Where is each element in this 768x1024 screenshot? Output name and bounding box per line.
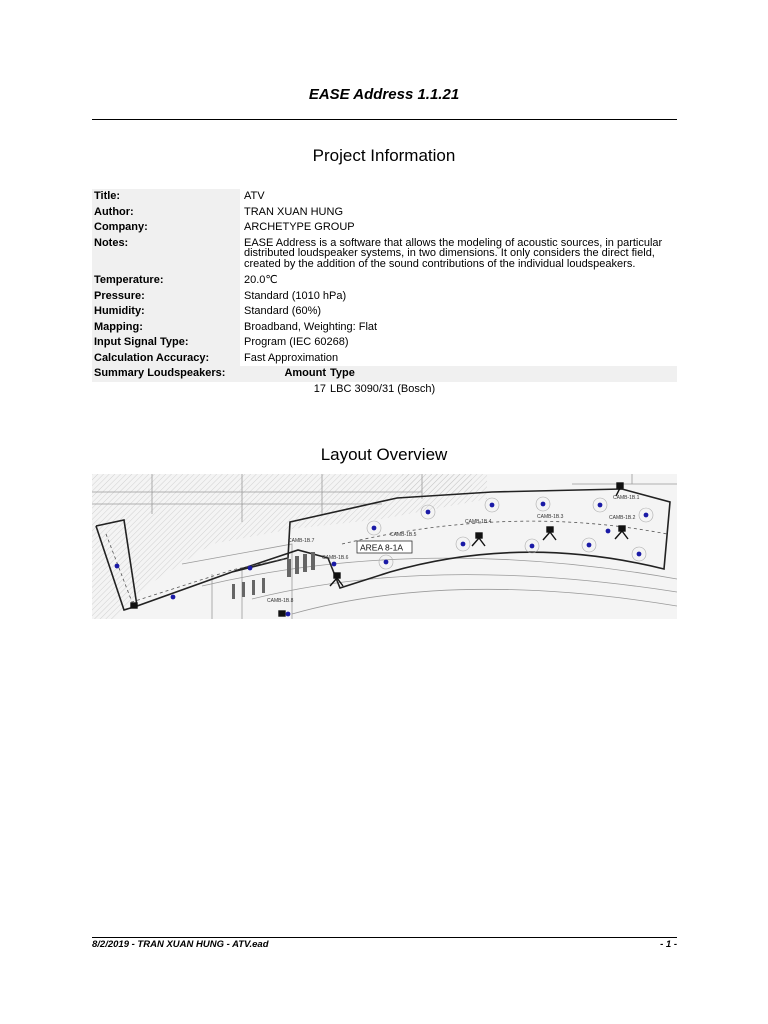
info-row-temperature [92,273,677,289]
speaker-dot [598,503,603,508]
layout-overview-drawing [92,474,677,619]
info-value: ARCHETYPE GROUP [244,221,355,233]
info-label: Summary Loudspeakers: [92,366,240,382]
summary-type: LBC 3090/31 (Bosch) [330,382,436,395]
project-information-heading: Project Information [312,146,456,165]
speaker-dot [332,562,337,567]
speaker-dot [171,595,176,600]
info-label: Pressure: [92,289,240,305]
camera-label-7: CAMB-1B.7 [288,538,315,544]
camera-label-4: CAMB-1B.4 [465,519,492,525]
info-label: Calculation Accuracy: [92,351,240,367]
info-label: Humidity: [92,304,240,320]
info-value: 20.0℃ [244,274,278,286]
speaker-dot [530,544,535,549]
project-info-table [92,189,677,397]
speaker-dot [490,503,495,508]
summary-header [240,366,677,382]
speaker-dot [637,552,642,557]
layout-overview-heading: Layout Overview [320,445,448,464]
info-label: Temperature: [92,273,240,289]
info-row-company [92,220,677,236]
header-divider [92,119,677,120]
summary-amount: 17 [313,382,326,395]
info-value: Standard (1010 hPa) [244,289,347,302]
footer-text: 8/2/2019 - TRAN XUAN HUNG - ATV.ead [92,939,269,950]
camera-label-1: CAMB-1B.1 [613,495,640,501]
camera-label-6: CAMB-1B.6 [322,555,349,561]
info-value: EASE Address is a software that allows the modeling of acoustic sources, in particular distributed loudspeaker systems, in two dimensions. It only considers the direct field, created by the addition of the sound contributions of the individual loudspeakers. [244,236,663,270]
info-value: Standard (60%) [244,305,322,317]
footer-divider [92,937,677,938]
info-row-humidity [92,304,677,320]
document-header-title: EASE Address 1.1.21 [308,86,460,103]
hatched-area [402,474,472,494]
floor-plan [92,474,677,619]
info-row-notes [92,236,677,274]
empty-cell [92,382,240,398]
speaker-dot [587,543,592,548]
area-label: AREA 8-1A [360,542,403,553]
summary-row-values [240,382,677,398]
speaker-dot [115,564,120,569]
summary-row [92,382,677,398]
speaker-dot [606,529,611,534]
info-label: Title: [92,189,240,205]
summary-type-header: Type [330,367,355,379]
speaker-dot [426,510,431,515]
speaker-dot [286,612,291,617]
info-value: ATV [244,190,265,202]
info-row-author [92,205,677,221]
info-row-accuracy [92,351,677,367]
camera-label-2: CAMB-1B.2 [609,515,636,521]
info-value: Fast Approximation [244,351,339,364]
info-value: Program (IEC 60268) [244,336,349,348]
camera-label-8: CAMB-1B.8 [267,598,294,604]
info-label: Notes: [92,236,240,274]
speaker-dot [461,542,466,547]
info-label: Author: [92,205,240,221]
info-value: Broadband, Weighting: Flat [244,320,378,333]
camera-label-3: CAMB-1B.3 [537,514,564,520]
page-number: - 1 - [660,939,677,950]
summary-amount-header: Amount [284,367,326,379]
info-label: Input Signal Type: [92,335,240,351]
speaker-dot [541,502,546,507]
info-row-input-signal [92,335,677,351]
info-row-pressure [92,289,677,305]
info-row-mapping [92,320,677,336]
camera-label-5: CAMB-1B.5 [390,532,417,538]
speaker-dot [248,566,253,571]
info-row-summary-header [92,366,677,382]
speaker-dot [372,526,377,531]
info-label: Company: [92,220,240,236]
speaker-dot [384,560,389,565]
info-row-title [92,189,677,205]
speaker-dot [644,513,649,518]
info-value: TRAN XUAN HUNG [244,205,344,218]
info-label: Mapping: [92,320,240,336]
